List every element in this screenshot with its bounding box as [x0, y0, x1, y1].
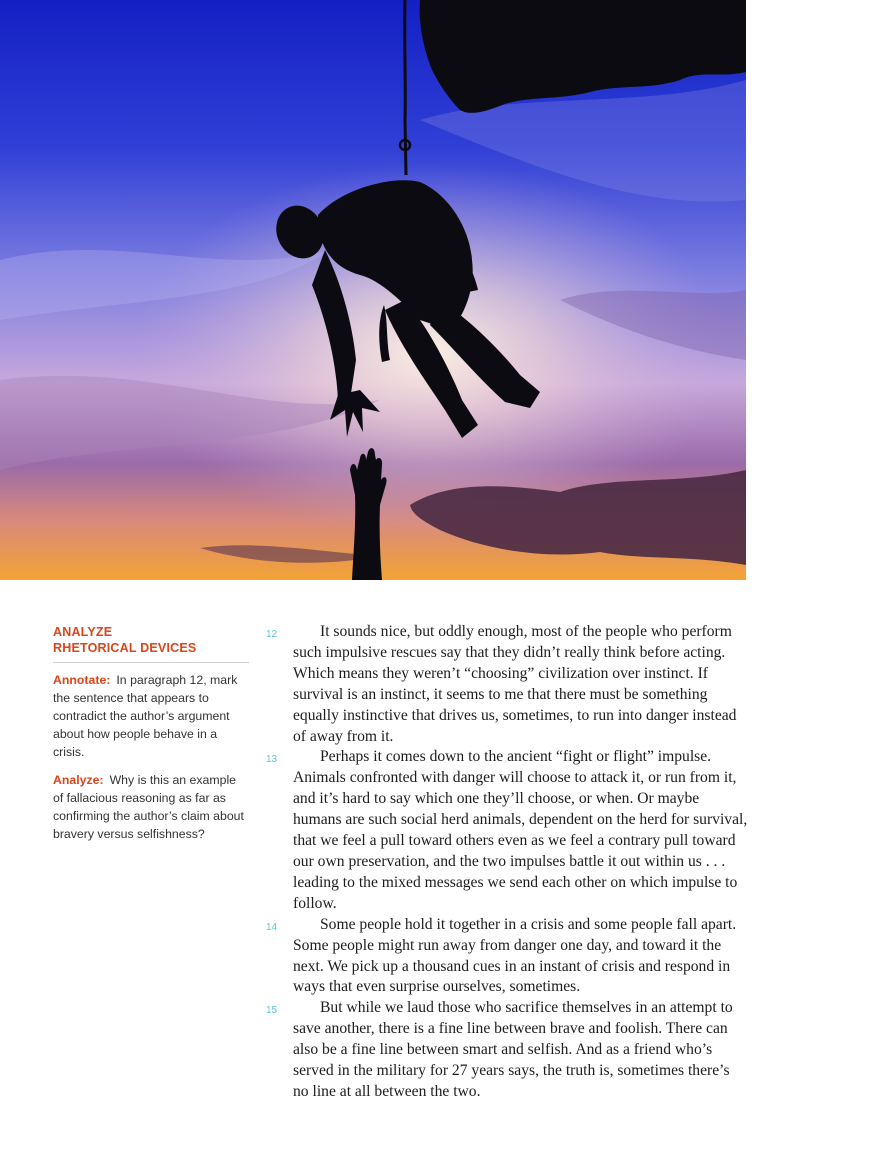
annotate-label: Annotate: [53, 673, 111, 687]
paragraph-text: It sounds nice, but oddly enough, most of the people who perform such impulsive rescues say that they didn’t really think before acting. Which means they weren’t “choosing” civilization over instinct. If survival is an instinct, it seems to me that there must be something equally instinctive that drives us, sometimes, to run into danger instead of away from it. [293, 623, 737, 745]
sidebar-heading-line2: RHETORICAL DEVICES [53, 641, 197, 655]
climber-rescue-illustration [0, 0, 746, 580]
analyze-prompt [53, 771, 249, 843]
sidebar-heading [53, 624, 249, 663]
article-body [266, 622, 749, 1103]
analyze-text: Why is this an example of fallacious reasoning as far as confirming the author’s claim about bravery versus selfishness? [53, 773, 244, 841]
paragraph-15 [266, 998, 749, 1103]
paragraph-14 [266, 915, 749, 999]
paragraph-12 [266, 622, 749, 747]
annotate-prompt [53, 671, 249, 761]
paragraph-text: Perhaps it comes down to the ancient “fight or flight” impulse. Animals confronted with danger will choose to attack it, or run from it, and it’s hard to say which one they’ll choose, or when. Or maybe humans are such social herd animals, dependent on the herd for survival, that we feel a pull toward others even as we feel a contrary pull toward our own preservation, and the two impulses battle it out within us . . . leading to the mixed messages we send each other on which impulse to follow. [293, 748, 748, 912]
analyze-label: Analyze: [53, 773, 104, 787]
paragraph-number: 12 [266, 629, 278, 640]
paragraph-text: But while we laud those who sacrifice themselves in an attempt to save another, there is a fine line between brave and foolish. There can also be a fine line between smart and selfish. And as a friend who’s served in the military for 27 years says, the truth is, sometimes there’s no line at all between the two. [293, 999, 733, 1100]
paragraph-number: 15 [266, 1005, 278, 1017]
hero-photo [0, 0, 746, 580]
paragraph-number: 14 [266, 921, 278, 933]
paragraph-13 [266, 747, 749, 914]
annotate-text: In paragraph 12, mark the sentence that appears to contradict the author’s argument about how people behave in a crisis. [53, 673, 238, 759]
paragraph-text: Some people hold it together in a crisis and some people fall apart. Some people might run away from danger one day, and toward it the next. We pick up a thousand cues in an instant of crisis and respond in ways that even surprise ourselves, sometimes. [293, 915, 737, 996]
paragraph-number: 13 [266, 754, 278, 766]
analyze-sidebar [53, 624, 249, 843]
sidebar-heading-line1: ANALYZE [53, 625, 113, 639]
